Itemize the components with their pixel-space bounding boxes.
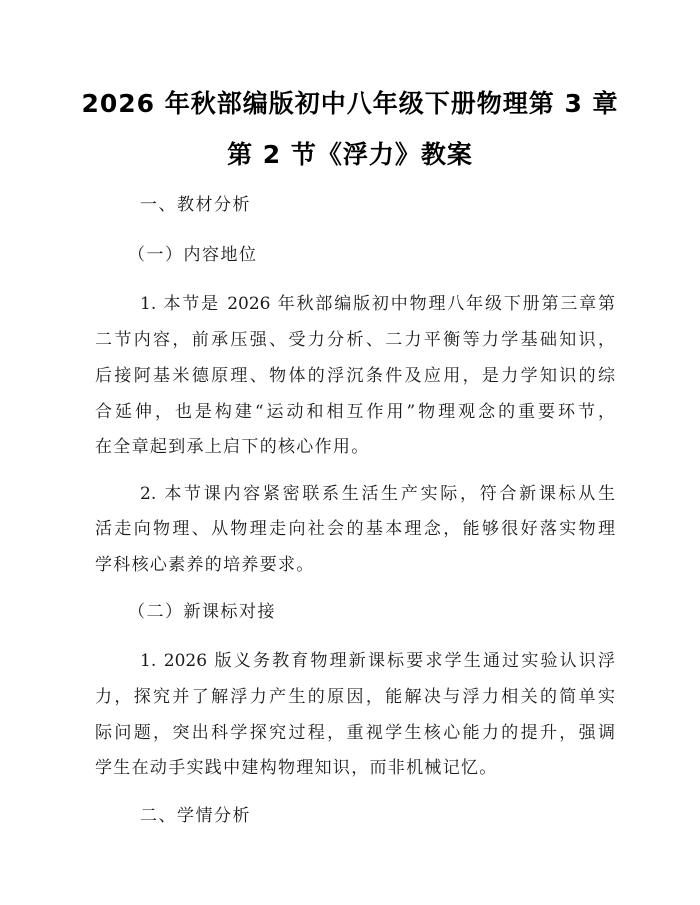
- paragraph-3-line: 际问题，突出科学探究过程，重视学生核心能力的提升，强调: [95, 723, 615, 743]
- paragraph-2-line: 2. 本节课内容紧密联系生活生产实际，符合新课标从生: [140, 484, 615, 504]
- paragraph-3-line: 学生在动手实践中建构物理知识，而非机械记忆。: [95, 758, 498, 778]
- paragraph-1-line: 在全章起到承上启下的核心作用。: [95, 437, 370, 457]
- section-heading-textbook-analysis: 一、教材分析: [140, 195, 251, 215]
- document-title-line-1: 2026 年秋部编版初中八年级下册物理第 3 章: [81, 89, 619, 118]
- paragraph-2-line: 学科核心素养的培养要求。: [95, 555, 315, 575]
- paragraph-3-line: 1. 2026 版义务教育物理新课标要求学生通过实验认识浮: [140, 651, 615, 671]
- subsection-heading-content-position: （一）内容地位: [128, 245, 258, 265]
- paragraph-3-line: 力，探究并了解浮力产生的原因，能解决与浮力相关的简单实: [95, 687, 615, 707]
- paragraph-1-line: 后接阿基米德原理、物体的浮沉条件及应用，是力学知识的综: [95, 366, 615, 386]
- section-heading-student-analysis: 二、学情分析: [140, 806, 251, 826]
- document-title-line-2: 第 2 节《浮力》教案: [227, 140, 473, 169]
- paragraph-1-line: 1. 本节是 2026 年秋部编版初中物理八年级下册第三章第: [140, 294, 615, 314]
- paragraph-1-line: 合延伸，也是构建“运动和相互作用”物理观念的重要环节，: [95, 402, 615, 422]
- subsection-heading-new-curriculum: （二）新课标对接: [128, 602, 276, 622]
- paragraph-2-line: 活走向物理、从物理走向社会的基本理念，能够很好落实物理: [95, 519, 615, 539]
- paragraph-1-line: 二节内容，前承压强、受力分析、二力平衡等力学基础知识，: [95, 330, 615, 350]
